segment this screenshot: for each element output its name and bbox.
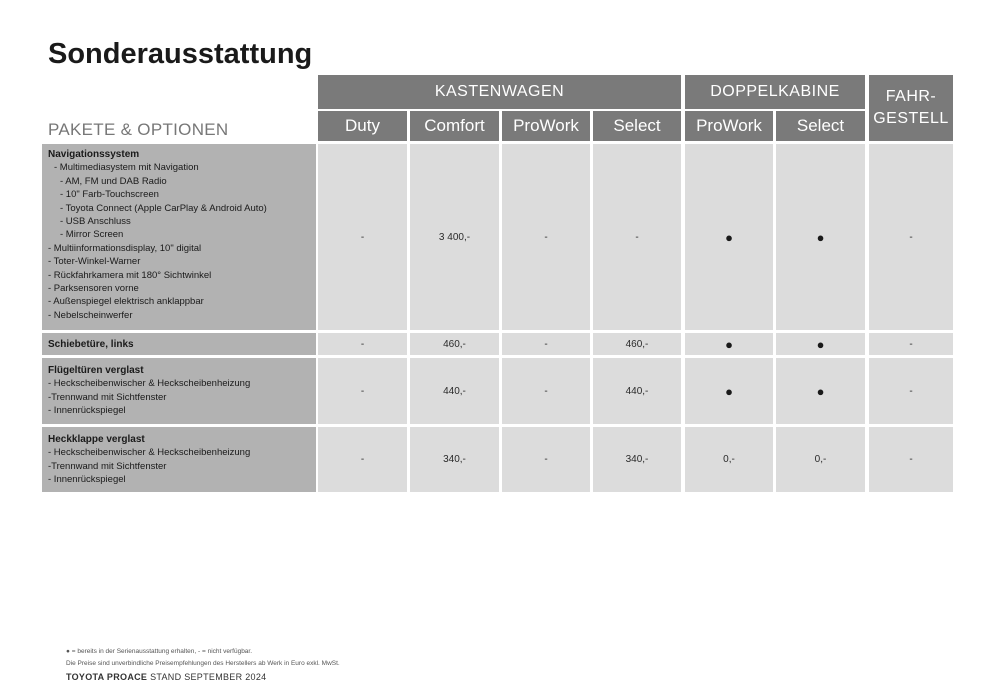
cell-nav-duty: - [318, 144, 407, 330]
cell-heck-dk-select: 0,- [776, 427, 865, 492]
variant-header-dk-select: Select [776, 111, 865, 141]
row-line: -Trennwand mit Sichtfenster [48, 391, 167, 403]
row-line: -Trennwand mit Sichtfenster [48, 460, 167, 472]
cell-schiebe-duty: - [318, 333, 407, 355]
row-label-navigationssystem [42, 144, 316, 330]
cell-fluegel-dk-prowork: ● [685, 358, 773, 424]
cell-heck-select: 340,- [593, 427, 681, 492]
row-line: - Parksensoren vorne [48, 283, 139, 295]
row-line: - Heckscheibenwischer & Heckscheibenheizung [48, 378, 251, 390]
row-heading: Navigationssystem [48, 149, 140, 160]
row-line: - AM, FM und DAB Radio [60, 175, 167, 187]
cell-fluegel-select: 440,- [593, 358, 681, 424]
row-heading: Schiebetüre, links [48, 339, 134, 350]
cell-heck-dk-prowork: 0,- [685, 427, 773, 492]
variant-header-comfort: Comfort [410, 111, 499, 141]
row-line: - Multimediasystem mit Navigation [54, 162, 199, 174]
group-fahrgestell [869, 75, 953, 141]
cell-nav-select: - [593, 144, 681, 330]
row-line: - 10" Farb-Touchscreen [60, 189, 159, 201]
cell-fluegel-duty: - [318, 358, 407, 424]
footer-note-prices: Die Preise sind unverbindliche Preisempfehlungen des Herstellers ab Werk in Euro exkl. MwSt. [66, 660, 340, 667]
fahrgestell-line2: GESTELL [873, 110, 949, 127]
row-label-schiebetuere [42, 333, 316, 355]
cell-schiebe-comfort: 460,- [410, 333, 499, 355]
cell-nav-dk-prowork: ● [685, 144, 773, 330]
cell-schiebe-dk-select: ● [776, 333, 865, 355]
row-line: - Toyota Connect (Apple CarPlay & Android Auto) [60, 202, 267, 214]
row-line: - Nebelscheinwerfer [48, 309, 133, 321]
row-heading: Heckklappe verglast [48, 434, 145, 445]
brand-name: TOYOTA PROACE [66, 672, 148, 682]
row-line: - Innenrückspiegel [48, 405, 126, 417]
cell-heck-fahrgestell: - [869, 427, 953, 492]
row-label-heckklappe [42, 427, 316, 492]
row-line: - Heckscheibenwischer & Heckscheibenheizung [48, 447, 251, 459]
cell-heck-duty: - [318, 427, 407, 492]
cell-nav-prowork: - [502, 144, 590, 330]
cell-fluegel-prowork: - [502, 358, 590, 424]
variant-header-dk-prowork: ProWork [685, 111, 773, 141]
cell-schiebe-select: 460,- [593, 333, 681, 355]
footer-brand [66, 672, 266, 682]
cell-fluegel-comfort: 440,- [410, 358, 499, 424]
variant-header-prowork: ProWork [502, 111, 590, 141]
row-line: - USB Anschluss [60, 216, 131, 228]
cell-schiebe-dk-prowork: ● [685, 333, 773, 355]
row-heading: Flügeltüren verglast [48, 365, 144, 376]
cell-nav-fahrgestell: - [869, 144, 953, 330]
variant-header-duty: Duty [318, 111, 407, 141]
row-line: - Innenrückspiegel [48, 474, 126, 486]
cell-nav-dk-select: ● [776, 144, 865, 330]
row-line: - Außenspiegel elektrisch anklappbar [48, 296, 204, 308]
row-label-fluegeltueren [42, 358, 316, 424]
page-title: Sonderausstattung [48, 38, 313, 70]
cell-heck-prowork: - [502, 427, 590, 492]
fahrgestell-line1: FAHR- [885, 88, 937, 105]
brand-stand: STAND SEPTEMBER 2024 [150, 672, 267, 682]
row-line: - Rückfahrkamera mit 180° Sichtwinkel [48, 269, 212, 281]
variant-header-select: Select [593, 111, 681, 141]
cell-schiebe-fahrgestell: - [869, 333, 953, 355]
cell-schiebe-prowork: - [502, 333, 590, 355]
cell-fluegel-dk-select: ● [776, 358, 865, 424]
footer-note-legend: ● = bereits in der Serienausstattung erhalten, - = nicht verfügbar. [66, 648, 253, 655]
group-kastenwagen: KASTENWAGEN [318, 75, 681, 109]
cell-heck-comfort: 340,- [410, 427, 499, 492]
row-line: - Toter-Winkel-Warner [48, 256, 141, 268]
group-doppelkabine: DOPPELKABINE [685, 75, 865, 109]
row-line: - Mirror Screen [60, 229, 124, 241]
cell-fluegel-fahrgestell: - [869, 358, 953, 424]
row-line: - Multiinformationsdisplay, 10" digital [48, 242, 202, 254]
cell-nav-comfort: 3 400,- [410, 144, 499, 330]
section-label: PAKETE & OPTIONEN [48, 120, 229, 139]
